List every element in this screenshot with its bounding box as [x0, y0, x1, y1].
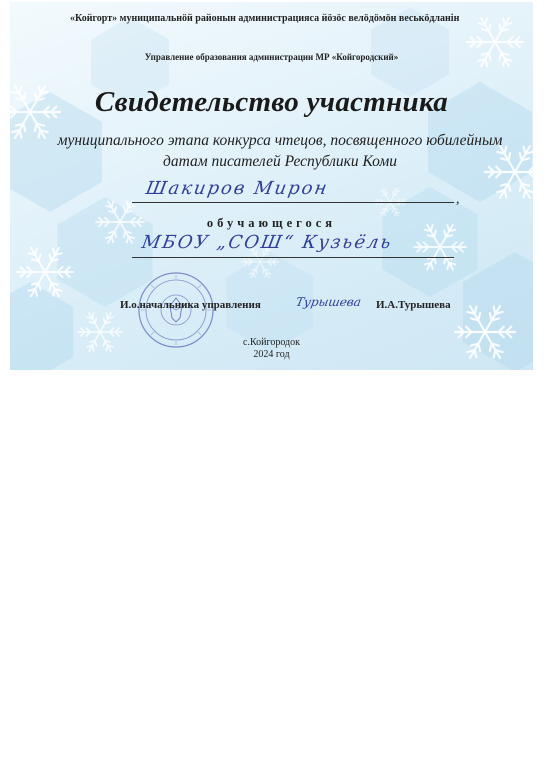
student-label: обучающегося [206, 216, 337, 230]
signatory-name: И.А.Турышева [376, 299, 451, 311]
school-underline [132, 257, 454, 258]
school-name-handwritten: МБОУ „СОШ“ Кузьёль [140, 232, 395, 253]
issue-place: с.Койгородок [243, 337, 300, 348]
handwritten-signature: Турышева [294, 295, 363, 309]
certificate-title: Свидетельство участника [94, 86, 449, 118]
header-russian-org-name: Управление образования администрации МР «Койгородский» [144, 52, 399, 62]
issue-year: 2024 год [253, 349, 290, 360]
name-comma: , [456, 192, 460, 207]
name-underline [132, 202, 454, 203]
certificate-subtitle: муниципального этапа конкурса чтецов, посвященного юбилейным датам писателей Республики Коми [57, 132, 503, 170]
signatory-position: И.о.начальника управления [120, 299, 261, 311]
certificate [10, 2, 533, 370]
header-komi-org-name: «Койгорт» муниципальнӧй районын администрацияса йӧзӧс велӧдӧмӧн веськӧдланін [70, 13, 460, 24]
participant-name-handwritten: Шакиров Мирон [144, 178, 331, 199]
